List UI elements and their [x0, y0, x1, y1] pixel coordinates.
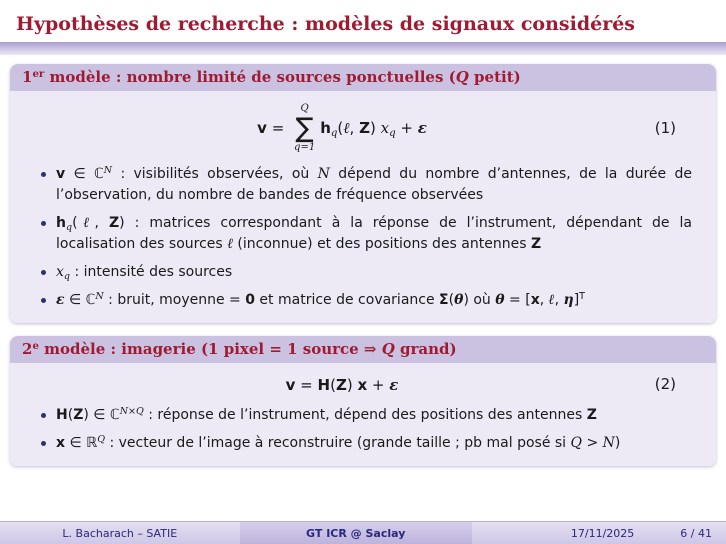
headline-separator-bar	[0, 42, 726, 55]
sigma-icon: ∑	[295, 113, 314, 144]
block-2-title: 2e modèle : imagerie (1 pixel = 1 source ⇒ Q grand)	[10, 336, 716, 363]
bullet-item: hq(ℓ, Z) : matrices correspondant à la réponse de l’instrument, dépendant de la localisation des sources ℓ (inconnue) et des positions des antennes Z	[38, 213, 692, 255]
bullet-item: ε ∈ ℂ$^N$ : bruit, moyenne = 0 et matrice de covariance Σ(θ) où θ = [x, ℓ, η]$^T$	[38, 290, 692, 311]
footer-venue: GT ICR @ Saclay	[240, 522, 472, 544]
block-model-1	[10, 64, 716, 323]
block-1-body	[10, 91, 716, 323]
equation-2-number: (2)	[654, 375, 676, 393]
equation-1	[38, 95, 692, 160]
bullet-item: xq : intensité des sources	[38, 262, 692, 283]
equation-2	[38, 367, 692, 401]
equation-1-rhs: hq(ℓ, Z) xq + ε	[320, 119, 427, 139]
footer-page-number: 6 / 41	[680, 526, 712, 540]
bullet-item: H(Z) ∈ ℂ$^{N\times Q}$ : réponse de l’instrument, dépend des positions des antennes Z	[38, 405, 692, 426]
footline	[0, 521, 726, 544]
bullet-item: v ∈ ℂ$^N$ : visibilités observées, où N dépend du nombre d’antennes, de la durée de l’observation, du nombre de bandes de fréquence observées	[38, 164, 692, 206]
block-2-body	[10, 363, 716, 466]
frame-title: Hypothèses de recherche : modèles de signaux considérés	[16, 13, 635, 35]
block-1-title: 1er modèle : nombre limité de sources ponctuelles (Q petit)	[10, 64, 716, 91]
equation-1-number: (1)	[654, 118, 676, 137]
block-1-bullets	[38, 164, 692, 311]
summation-symbol	[294, 104, 315, 153]
bullet-item: x ∈ ℝ$^Q$ : vecteur de l’image à reconstruire (grande taille ; pb mal posé si Q > N)	[38, 433, 692, 454]
block-2-bullets	[38, 405, 692, 454]
footer-author: L. Bacharach – SATIE	[0, 522, 240, 544]
footer-date: 17/11/2025	[570, 526, 635, 540]
equation-2-math: v = H(Z) x + ε	[285, 376, 399, 394]
block-model-2	[10, 336, 716, 466]
sum-upper-limit: Q	[300, 103, 309, 114]
equation-1-math	[257, 104, 427, 153]
footer-right-box	[472, 522, 726, 544]
equation-1-lhs: v =	[257, 119, 290, 137]
slide-content	[0, 55, 726, 544]
sum-lower-limit: q=1	[294, 142, 316, 153]
